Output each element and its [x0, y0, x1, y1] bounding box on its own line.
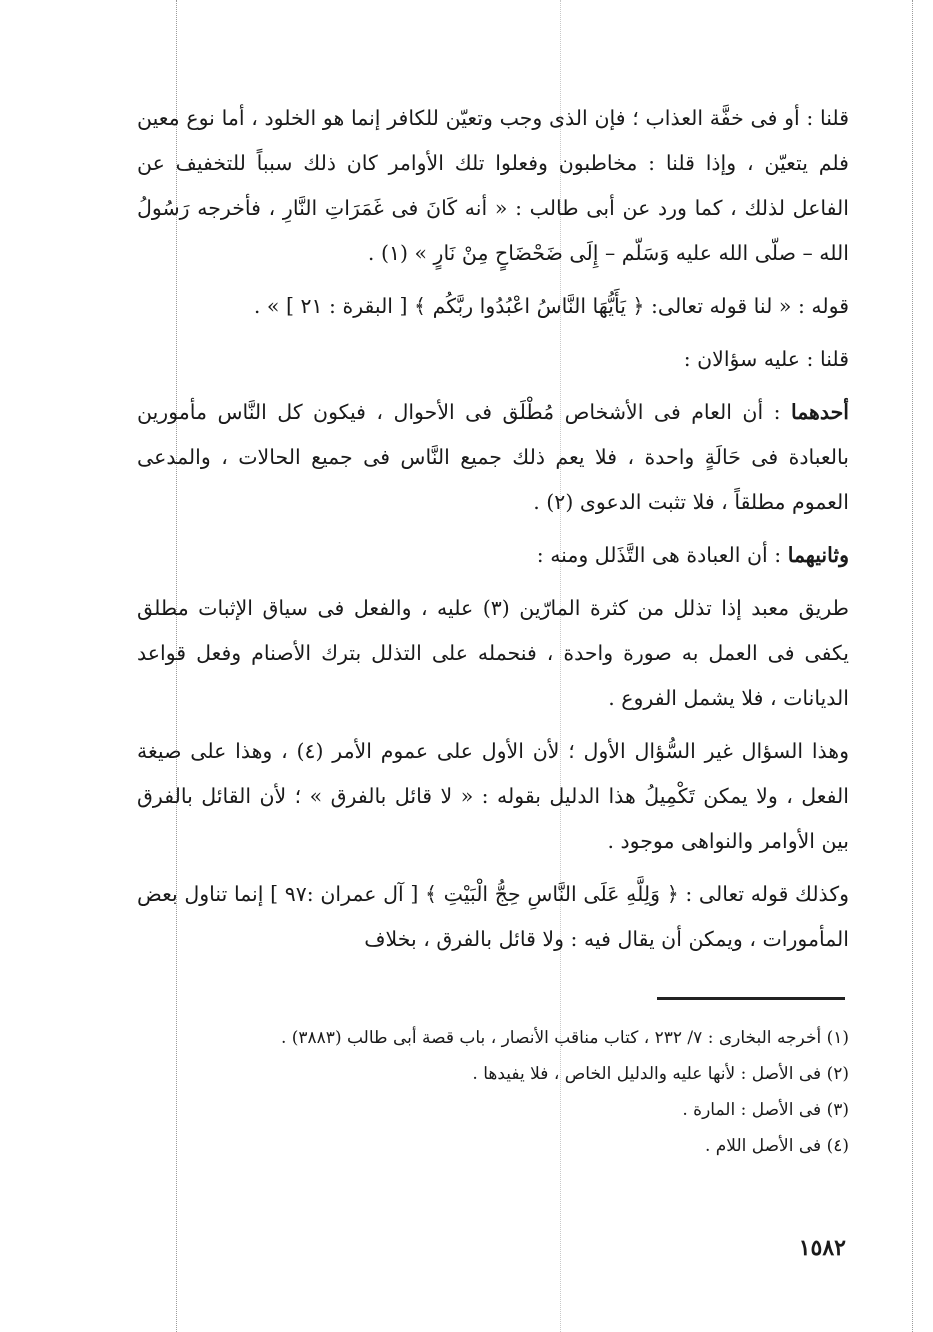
page-number: ١٥٨٢: [798, 1235, 846, 1261]
paragraph: [137, 586, 849, 721]
paragraph: [137, 96, 849, 276]
main-text: [137, 96, 849, 970]
paragraph-lead: أحدهما: [790, 400, 849, 424]
paragraph-text: قلنا : أو فى خفَّة العذاب ؛ فإن الذى وجب وتعيّن للكافر إنما هو الخلود ، أما نوع معين فلم يتعيّن ، وإذا قلنا : مخاطبون وفعلوا تلك الأوامر كان ذلك سبباً للتخفيف عن الفاعل لذلك ، كما ورد عن أبى طالب : « أنه كَانَ فى غَمَرَاتِ النَّارِ ، فأخرجه رَسُولُ الله – صلّى الله عليه وَسَلّم – إِلَى ضَحْضَاحٍ مِنْ نَارٍ » (١) .: [137, 106, 849, 265]
footnote-separator: [657, 997, 845, 1000]
paragraph: [137, 337, 849, 382]
paragraph-text: قلنا : عليه سؤالان :: [683, 347, 849, 371]
footnotes: [137, 1020, 849, 1164]
paragraph-text: طريق معبد إذا تذلل من كثرة المارّين (٣) عليه ، والفعل فى سياق الإثبات مطلق يكفى فى العمل به صورة واحدة ، فنحمله على التذلل بترك الأصنام وفعل قواعد الديانات ، فلا يشمل الفروع .: [137, 596, 849, 710]
footnote: (٢) فى الأصل : لأنها عليه والدليل الخاص ، فلا يفيدها .: [472, 1064, 849, 1084]
page-edge-line: [912, 0, 913, 1332]
paragraph: [137, 533, 849, 578]
paragraph: [137, 729, 849, 864]
paragraph-text: قوله : « لنا قوله تعالى: ﴿ يَأَيُّهَا النَّاسُ اعْبُدُوا ربَّكُم ﴾ [ البقرة : ٢١ ] » .: [253, 294, 849, 318]
footnote: (١) أخرجه البخارى : ٧/ ٢٣٢ ، كتاب مناقب الأنصار ، باب قصة أبى طالب (٣٨٨٣) .: [280, 1028, 849, 1048]
paragraph-text: وهذا السؤال غير السُّؤال الأول ؛ لأن الأول على عموم الأمر (٤) ، وهذا على صيغة الفعل ، ولا يمكن تَكْمِيلُ هذا الدليل بقوله : « لا قائل بالفرق » ؛ لأن القائل بالفرق بين الأوامر والنواهى موجود .: [137, 739, 849, 853]
paragraph-text: : أن العام فى الأشخاص مُطْلَق فى الأحوال ، فيكون كل النَّاس مأمورين بالعبادة فى حَالَةٍ واحدة ، فلا يعم ذلك جميع النَّاس فى جميع الحالات ، والمدعى العموم مطلقاً ، فلا تثبت الدعوى (٢) .: [137, 400, 849, 514]
footnote: (٣) فى الأصل : المارة .: [682, 1100, 849, 1120]
paragraph: [137, 284, 849, 329]
paragraph-lead: وثانيهما: [787, 543, 849, 567]
paragraph: [137, 390, 849, 525]
paragraph-text: وكذلك قوله تعالى : ﴿ وَلِلَّهِ عَلَى النَّاسِ حِجُّ الْبَيْتِ ﴾ [ آل عمران :٩٧ ] إنما تناول بعض المأمورات ، ويمكن أن يقال فيه : ولا قائل بالفرق ، بخلاف: [137, 882, 849, 951]
paragraph-text: : أن العبادة هى التَّذَلل ومنه :: [536, 543, 788, 567]
footnote: (٤) فى الأصل اللام .: [704, 1136, 849, 1156]
paragraph: [137, 872, 849, 962]
